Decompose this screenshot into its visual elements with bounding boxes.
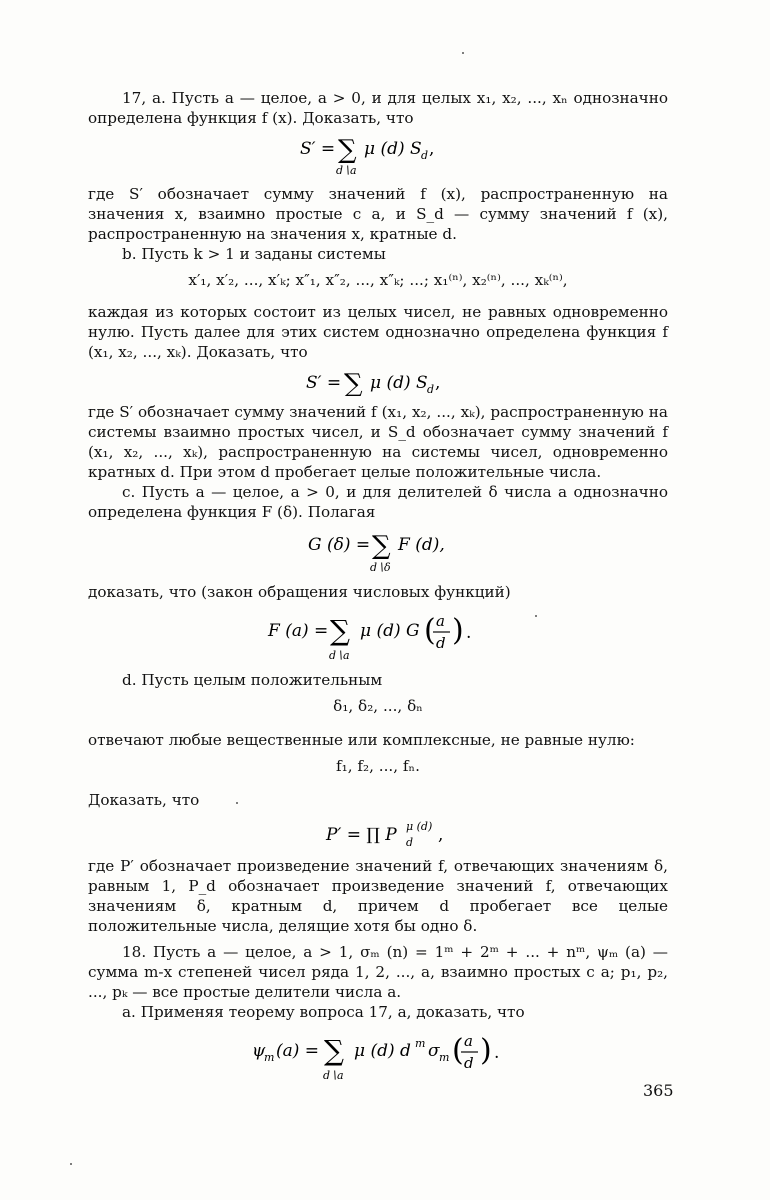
svg-text:F (d),: F (d), [398,535,445,555]
formula-17d-1: δ₁, δ₂, ..., δₙ [333,697,423,715]
svg-text:d: d [427,383,435,396]
svg-text:d: d [436,634,446,652]
problem-17b-text2: каждая из которых состоит из целых чисел, не равных одновременно нулю. Пусть далее для этих систем однозначно определена функция f (x₁, x₂, ..., xₖ). Доказать, что [88,303,668,361]
formula-17d-3-svg [88,816,668,850]
svg-text:d: d [464,1054,474,1072]
scan-speck [236,802,238,804]
formula-17a [88,134,668,178]
svg-text:d∖a: d∖a [323,1069,344,1082]
svg-text:d∖a: d∖a [329,649,350,662]
page-body [88,88,668,1090]
svg-text:m: m [415,1037,426,1050]
svg-text:(a) =: (a) = [276,1041,320,1061]
formula-17b-svg [88,368,668,396]
svg-text:μ (d) d: μ (d) d [354,1041,411,1061]
formula-17c-2 [88,608,668,664]
formula-17b-systems: x′₁, x′₂, ..., x′ₖ; x″₁, x″₂, ..., x″ₖ; ...; x₁⁽ⁿ⁾, x₂⁽ⁿ⁾, ..., xₖ⁽ⁿ⁾, [188,271,568,289]
svg-text:m: m [439,1051,450,1064]
svg-text:d: d [421,149,429,162]
svg-text:∑: ∑ [324,1034,344,1067]
svg-text:σ: σ [428,1041,440,1061]
svg-text:,: , [435,373,441,393]
problem-18a-text: a. Применяя теорему вопроса 17, а, доказать, что [122,1003,525,1021]
problem-17d-text: d. Пусть целым положительным [122,671,383,689]
svg-text:∑: ∑ [372,531,391,561]
formula-17c-1 [88,528,668,576]
problem-17c-text2: доказать, что (закон обращения числовых функций) [88,583,511,601]
svg-text:S′ =: S′ = [300,139,336,159]
svg-text:μ (d) S: μ (d) S [370,373,428,393]
problem-17d-after: где P′ обозначает произведение значений f, отвечающих значениям δ, равным 1, P_d обозначает произведение значений f, отвечающих значениям δ, кратным d, причем d пробегает все целые положительные числа, делящие хотя бы одно δ. [88,857,668,935]
formula-17a-svg [88,134,668,178]
svg-text:d: d [406,836,414,849]
svg-text:S′ =: S′ = [306,373,342,393]
formula-18a-svg [88,1028,668,1084]
svg-text:): ) [480,1033,492,1068]
problem-17a-after: где S′ обозначает сумму значений f (x), распространенную на значения x, взаимно простые с a, и S_d — сумму значений f (x), распространенную на значения x, кратные d. [88,185,668,243]
svg-text:,: , [429,139,435,159]
svg-text:∑: ∑ [344,369,363,396]
svg-text:F (a) =: F (a) = [268,621,329,641]
svg-text:d∖δ: d∖δ [370,561,391,574]
svg-text:): ) [452,613,464,648]
scan-speck [70,1163,72,1165]
svg-text:ψ: ψ [252,1041,266,1061]
svg-text:μ (d) G: μ (d) G [360,621,420,641]
svg-text:G (δ) =: G (δ) = [308,535,371,555]
problem-17d-text2: отвечают любые вещественные или комплексные, не равные нулю: [88,731,635,749]
scan-speck [462,52,464,54]
svg-text:P′ = ∏ P: P′ = ∏ P [326,825,397,845]
svg-text:a: a [436,612,445,630]
svg-text:∑: ∑ [330,614,350,647]
svg-text:μ (d): μ (d) [406,820,433,833]
svg-text:.: . [494,1043,500,1063]
formula-17c-1-svg [88,528,668,576]
svg-text:.: . [466,623,472,643]
problem-17a-text: 17, а. Пусть a — целое, a > 0, и для целых x₁, x₂, ..., xₙ однозначно определена функция f (x). Доказать, что [88,89,668,127]
problem-17b-after: где S′ обозначает сумму значений f (x₁, x₂, ..., xₖ), распространенную на системы взаимно простых чисел, и S_d обозначает сумму значений f (x₁, x₂, ..., xₖ), распространенную на системы чисел, одновременно кратных d. При этом d пробегает целые положительные числа. [88,403,668,481]
page-number: 365 [643,1081,674,1100]
problem-17b-text: b. Пусть k > 1 и заданы системы [122,245,386,263]
formula-17d-3 [88,816,668,850]
problem-17d-text3: Доказать, что [88,791,200,809]
svg-text:,: , [438,825,444,845]
problem-17c-text: с. Пусть a — целое, a > 0, и для делителей δ числа a однозначно определена функция F (δ). Полагая [88,483,668,521]
problem-18-text: 18. Пусть a — целое, a > 1, σₘ (n) = 1ᵐ + 2ᵐ + ... + nᵐ, ψₘ (a) — сумма m-х степеней чисел ряда 1, 2, ..., a, взаимно простых с a; p₁, p₂, ..., pₖ — все простые делители числа a. [88,943,668,1001]
svg-text:a: a [464,1032,473,1050]
svg-text:μ (d) S: μ (d) S [364,139,422,159]
svg-text:(: ( [452,1033,464,1068]
svg-text:(: ( [424,613,436,648]
formula-18a [88,1028,668,1084]
svg-text:d∖a: d∖a [336,164,357,177]
svg-text:m: m [264,1051,275,1064]
formula-17c-2-svg [88,608,668,664]
svg-text:∑: ∑ [338,135,357,165]
formula-17b [88,368,668,396]
scan-speck [535,615,537,617]
formula-17d-2: f₁, f₂, ..., fₙ. [336,757,420,775]
